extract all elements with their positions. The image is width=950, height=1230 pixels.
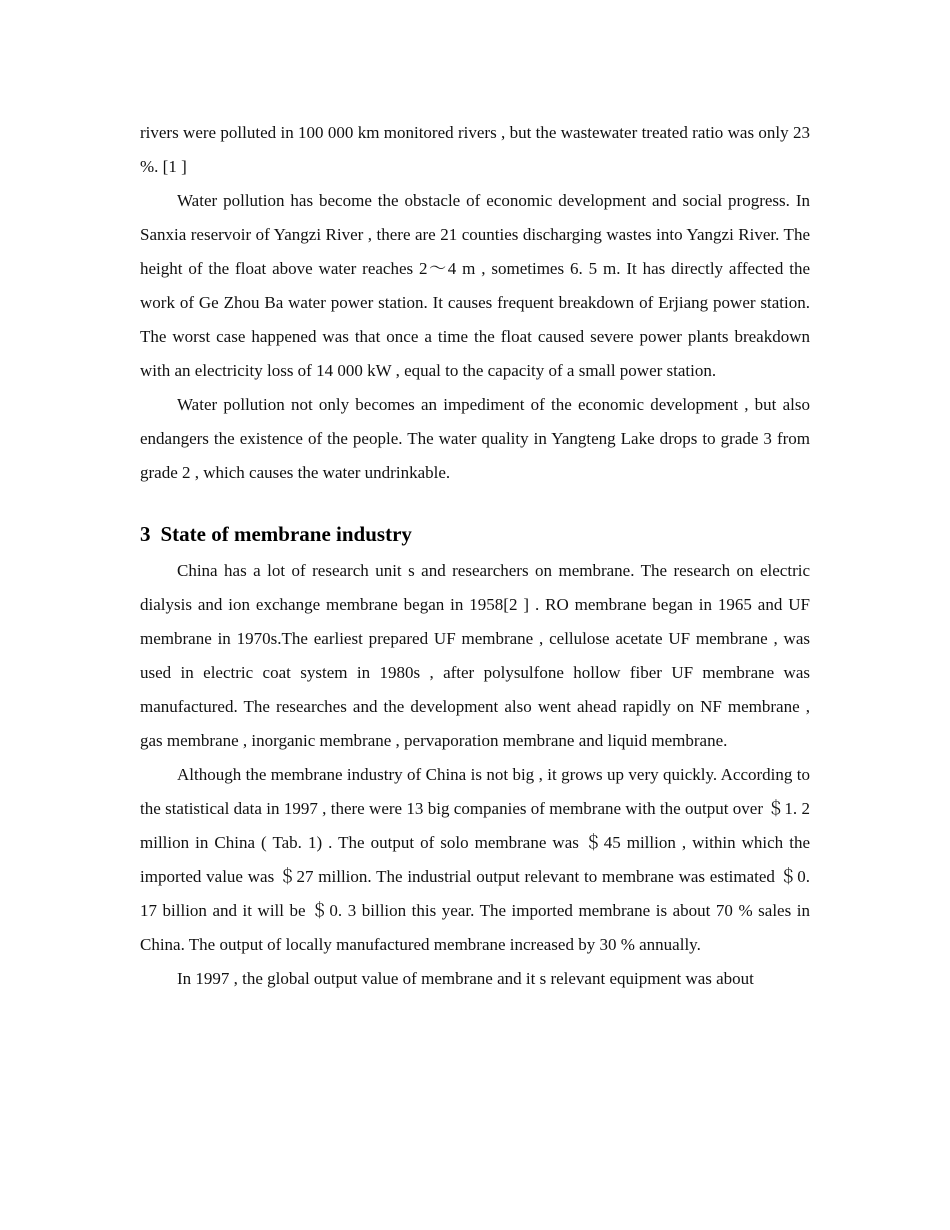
document-page [140, 116, 810, 996]
paragraph-water-pollution-impediment: Water pollution not only becomes an impediment of the economic development , but also endangers the existence of the people. The water quality in Yangteng Lake drops to grade 3 from grade 2 , which causes the water undrinkable. [140, 395, 810, 482]
section-title: State of membrane industry [160, 522, 412, 546]
paragraph-global-output: In 1997 , the global output value of membrane and it s relevant equipment was about [177, 969, 754, 988]
section-number: 3 [140, 522, 151, 546]
paragraph-industry-growth: Although the membrane industry of China is not big , it grows up very quickly. According to the statistical data in 1997 , there were 13 big companies of membrane with the output over ＄1. 2 million in China ( Tab. 1) . The output of solo membrane was ＄45 million , within which the imported value was ＄27 million. The industrial output relevant to membrane was estimated ＄0. 17 billion and it will be ＄0. 3 billion this year. The imported membrane is about 70 % sales in China. The output of locally manufactured membrane increased by 30 % annually. [140, 765, 810, 954]
section-heading [140, 514, 810, 554]
paragraph-water-pollution-obstacle: Water pollution has become the obstacle of economic development and social progress. In Sanxia reservoir of Yangzi River , there are 21 counties discharging wastes into Yangzi River. The height of the float above water reaches 2～4 m , sometimes 6. 5 m. It has directly affected the work of Ge Zhou Ba water power station. It causes frequent breakdown of Erjiang power station. The worst case happened was that once a time the float caused severe power plants breakdown with an electricity loss of 14 000 kW , equal to the capacity of a small power station. [140, 191, 810, 380]
paragraph-research-history: China has a lot of research unit s and researchers on membrane. The research on electric dialysis and ion exchange membrane began in 1958[2 ] . RO membrane began in 1965 and UF membrane in 1970s.The earliest prepared UF membrane , cellulose acetate UF membrane , was used in electric coat system in 1980s , after polysulfone hollow fiber UF membrane was manufactured. The researches and the development also went ahead rapidly on NF membrane , gas membrane , inorganic membrane , pervaporation membrane and liquid membrane. [140, 561, 810, 750]
paragraph-continued: rivers were polluted in 100 000 km monitored rivers , but the wastewater treated ratio was only 23 %. [1 ] [140, 123, 810, 176]
